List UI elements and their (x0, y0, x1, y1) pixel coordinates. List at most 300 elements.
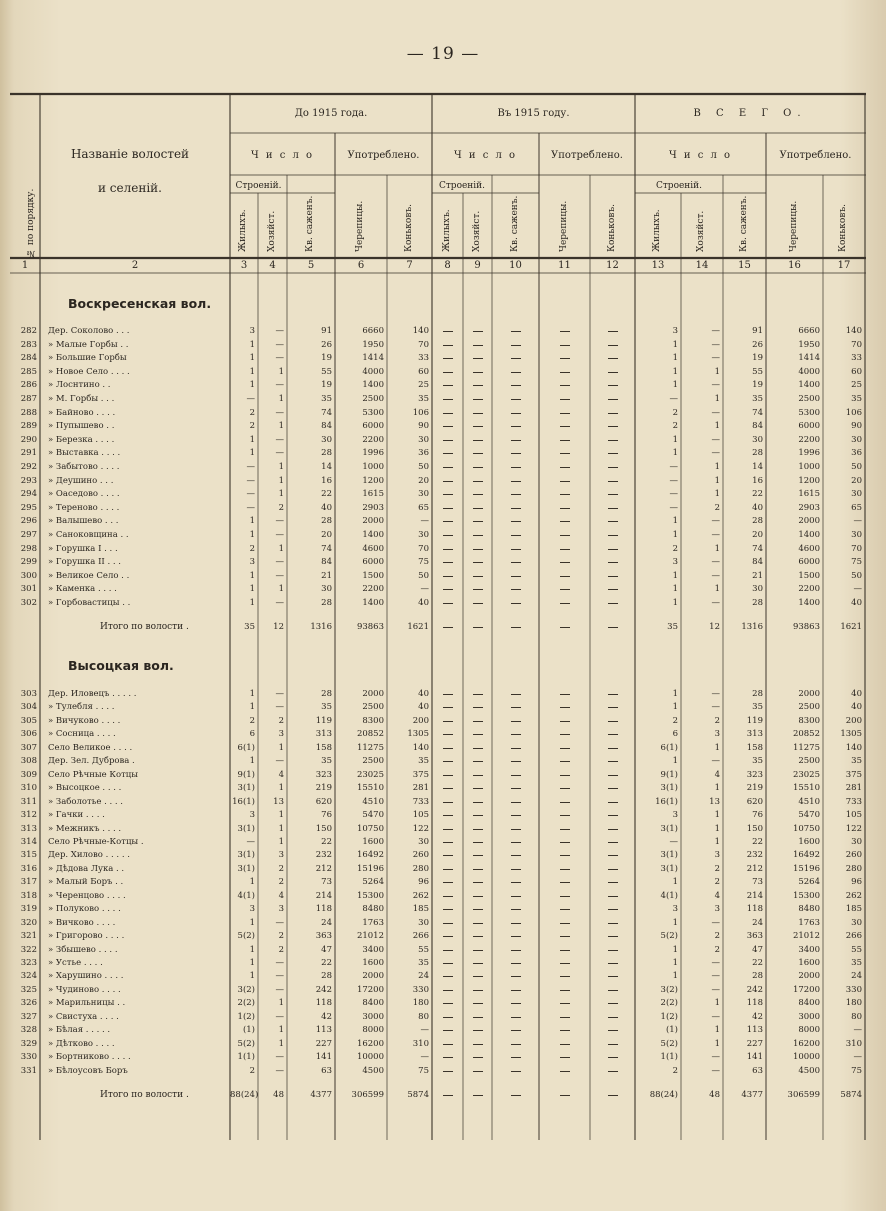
row-number: 283 (20, 339, 37, 350)
cell-before-1915: 4500 (362, 1065, 384, 1076)
cell-total: — (711, 557, 720, 568)
cell-total: 1763 (798, 917, 820, 928)
cell-total: 227 (746, 1038, 763, 1049)
cell-total: 1414 (798, 353, 820, 364)
column-number: 16 (788, 260, 801, 271)
cell-total: 1400 (798, 530, 820, 540)
cell-before-1915: 242 (315, 984, 332, 995)
cell-before-1915: 4000 (362, 366, 384, 377)
cell-total: 3(1) (660, 783, 678, 794)
cell-before-1915: 2 (249, 1065, 255, 1076)
header-konkov-2: Коньковъ. (606, 204, 617, 252)
cell-total: 262 (845, 890, 862, 901)
cell-total: 2(2) (660, 998, 678, 1009)
cell-total: 1 (714, 1025, 720, 1036)
cell-before-1915: 1 (278, 543, 284, 554)
header-hozyaist-3: Хозяйст. (696, 210, 706, 252)
cell-total: 113 (746, 1025, 763, 1036)
column-number: 6 (357, 260, 365, 271)
cell-1915-empty (511, 909, 521, 910)
cell-total: — (711, 434, 720, 445)
cell-1915-empty (608, 372, 618, 373)
cell-total: 1 (672, 689, 678, 699)
column-number: 12 (606, 260, 619, 271)
cell-total: 2 (672, 543, 678, 554)
cell-1915-empty (560, 936, 570, 937)
cell-1915-empty (608, 1057, 618, 1058)
cell-1915-empty (511, 802, 521, 803)
header-zhilyh-1: Жилыхъ. (238, 209, 248, 252)
cell-total: — (711, 984, 720, 995)
cell-before-1915: — (275, 689, 284, 699)
cell-total: 48 (709, 1090, 720, 1100)
cell-total: 2 (714, 863, 720, 874)
cell-total: 30 (752, 584, 763, 595)
cell-total: 280 (845, 863, 862, 874)
cell-total: 323 (746, 769, 763, 780)
cell-1915-empty (443, 976, 453, 977)
cell-before-1915: 22 (321, 836, 332, 847)
cell-1915-empty (511, 453, 521, 454)
cell-total: 24 (752, 917, 763, 928)
cell-total: 3(2) (660, 984, 678, 995)
cell-1915-empty (511, 358, 521, 359)
cell-total: 1 (672, 530, 678, 540)
cell-total: 15196 (792, 863, 820, 874)
header-stroeniy-3: Строеній. (655, 181, 703, 191)
cell-before-1915: 1 (249, 971, 255, 982)
cell-1915-empty (511, 1057, 521, 1058)
cell-1915-empty (608, 707, 618, 708)
cell-total: 1 (672, 353, 678, 364)
cell-total: — (711, 917, 720, 928)
cell-1915-empty (443, 788, 453, 789)
cell-total: 55 (851, 944, 862, 955)
cell-total: 1 (672, 339, 678, 350)
cell-before-1915: 35 (321, 756, 332, 767)
cell-1915-empty (560, 882, 570, 883)
cell-before-1915: 200 (412, 715, 429, 726)
cell-1915-empty (473, 1071, 483, 1072)
cell-before-1915: 106 (412, 407, 429, 418)
cell-before-1915: 70 (418, 543, 429, 554)
cell-1915-empty (473, 440, 483, 441)
cell-before-1915: 5(2) (237, 931, 255, 942)
cell-before-1915: 4 (278, 890, 284, 901)
row-name: » Малые Горбы . . (48, 339, 129, 350)
cell-total: 28 (752, 971, 763, 982)
cell-total: 30 (851, 530, 862, 540)
cell-1915-empty (560, 896, 570, 897)
cell-1915-empty (511, 372, 521, 373)
cell-1915-empty (443, 399, 453, 400)
cell-before-1915: 28 (321, 448, 332, 459)
cell-total: 200 (845, 715, 862, 726)
cell-before-1915: 20852 (356, 729, 384, 740)
cell-1915-empty (473, 1044, 483, 1045)
cell-before-1915: 1 (249, 516, 255, 527)
cell-before-1915: 232 (315, 850, 332, 861)
row-name: » Збышево . . . . (48, 944, 118, 955)
cell-total: 266 (845, 931, 862, 942)
cell-before-1915: 3 (278, 729, 284, 740)
cell-before-1915: 1(2) (237, 1011, 255, 1022)
cell-1915-empty (443, 1044, 453, 1045)
cell-before-1915: 20 (418, 475, 429, 486)
cell-1915-empty (443, 990, 453, 991)
cell-before-1915: 88(24) (230, 1090, 259, 1100)
cell-1915-empty (608, 358, 618, 359)
cell-1915-empty (608, 721, 618, 722)
cell-1915-empty (473, 1095, 483, 1096)
row-name: » Дѣдова Лука . . (48, 863, 125, 874)
row-name: » Григорово . . . . (48, 931, 125, 942)
cell-total: 733 (845, 796, 862, 807)
cell-before-1915: 2200 (362, 434, 384, 445)
cell-before-1915: 3(1) (237, 823, 255, 834)
cell-before-1915: 24 (418, 971, 429, 982)
header-upotrebleno-2: Употреблено. (551, 150, 623, 161)
cell-total: 4 (714, 769, 720, 780)
row-number: 324 (20, 971, 37, 982)
cell-1915-empty (560, 426, 570, 427)
cell-1915-empty (511, 923, 521, 924)
cell-total: — (711, 570, 720, 581)
cell-before-1915: 22 (321, 958, 332, 968)
cell-1915-empty (560, 869, 570, 870)
header-group-total: В С Е Г О. (693, 108, 807, 119)
cell-before-1915: 3(1) (237, 850, 255, 861)
cell-before-1915: 1 (278, 421, 284, 432)
row-number: 290 (20, 434, 37, 445)
cell-before-1915: — (246, 502, 255, 513)
cell-1915-empty (511, 990, 521, 991)
column-number: 2 (131, 260, 139, 271)
row-number: 321 (20, 931, 37, 942)
cell-total: 5(2) (660, 1038, 678, 1049)
cell-before-1915: 8400 (362, 998, 384, 1009)
cell-1915-empty (511, 521, 521, 522)
cell-1915-empty (473, 508, 483, 509)
cell-1915-empty (511, 1017, 521, 1018)
cell-total: 1 (672, 944, 678, 955)
cell-1915-empty (473, 990, 483, 991)
cell-1915-empty (443, 775, 453, 776)
row-name: » Валышево . . . (48, 516, 119, 527)
row-number: 294 (20, 489, 37, 500)
cell-1915-empty (608, 775, 618, 776)
cell-before-1915: — (275, 434, 284, 445)
cell-before-1915: 40 (418, 598, 429, 608)
cell-total: 40 (851, 598, 862, 608)
row-name: » Горушка II . . . (48, 557, 122, 568)
cell-1915-empty (473, 748, 483, 749)
cell-1915-empty (511, 721, 521, 722)
cell-before-1915: 118 (315, 904, 332, 915)
cell-total: 1621 (840, 622, 862, 632)
cell-1915-empty (473, 372, 483, 373)
row-number: 314 (20, 836, 37, 847)
cell-before-1915: 25 (418, 380, 429, 391)
row-number: 305 (20, 715, 37, 726)
header-cherepitsy-3: Черепицы. (788, 200, 799, 252)
cell-total: 30 (752, 434, 763, 445)
cell-1915-empty (511, 815, 521, 816)
cell-before-1915: 2 (249, 421, 255, 432)
header-zhilyh-2: Жилыхъ. (441, 209, 452, 252)
row-number: 325 (20, 984, 37, 995)
cell-1915-empty (443, 440, 453, 441)
cell-total: 185 (845, 904, 862, 915)
header-chislo-2: Ч и с л о (453, 150, 518, 161)
cell-total: — (711, 516, 720, 527)
row-name: » Каменка . . . . (48, 584, 117, 595)
cell-total: 1200 (798, 475, 820, 486)
cell-before-1915: 70 (418, 339, 429, 350)
header-kv_sazhen-2: Кв. саженъ. (509, 195, 520, 252)
row-name: » Забытово . . . . (48, 462, 120, 472)
cell-total: 74 (752, 407, 763, 418)
cell-before-1915: 1 (278, 462, 284, 472)
cell-before-1915: — (275, 958, 284, 968)
cell-1915-empty (511, 694, 521, 695)
cell-total: 1 (672, 380, 678, 391)
cell-before-1915: 63 (321, 1065, 332, 1076)
cell-total: 375 (845, 769, 862, 780)
cell-total: 1500 (798, 570, 820, 581)
cell-1915-empty (511, 589, 521, 590)
cell-total: 219 (746, 783, 763, 794)
cell-before-1915: 140 (412, 326, 429, 336)
row-number: 286 (20, 380, 37, 391)
cell-before-1915: — (275, 448, 284, 459)
cell-total: 70 (851, 543, 862, 554)
cell-before-1915: 4(1) (237, 890, 255, 901)
cell-total: 140 (845, 326, 862, 336)
cell-total: 5300 (798, 407, 820, 418)
cell-1915-empty (473, 721, 483, 722)
cell-total: 1 (672, 366, 678, 377)
cell-before-1915: — (275, 1065, 284, 1076)
cell-before-1915: — (275, 380, 284, 391)
cell-total: 620 (746, 796, 763, 807)
cell-1915-empty (560, 562, 570, 563)
cell-total: 20 (851, 475, 862, 486)
cell-1915-empty (608, 603, 618, 604)
cell-1915-empty (511, 508, 521, 509)
column-number: 3 (240, 260, 248, 271)
cell-1915-empty (560, 508, 570, 509)
row-name: Дер. Иловецъ . . . . . (48, 689, 137, 699)
cell-total: 21 (752, 570, 763, 581)
cell-1915-empty (511, 603, 521, 604)
cell-1915-empty (443, 1017, 453, 1018)
cell-total: 25 (851, 380, 862, 391)
cell-before-1915: 60 (418, 366, 429, 377)
cell-total: 40 (851, 702, 862, 713)
cell-total: 5470 (798, 810, 820, 821)
cell-before-1915: 91 (321, 326, 332, 336)
cell-before-1915: 30 (418, 489, 429, 500)
cell-1915-empty (511, 829, 521, 830)
row-name: » Харушино . . . . (48, 971, 124, 982)
cell-total: 14 (752, 462, 763, 472)
cell-1915-empty (443, 481, 453, 482)
cell-total: 40 (752, 502, 763, 513)
cell-before-1915: 47 (321, 944, 332, 955)
row-number: 285 (20, 366, 37, 377)
cell-total: 30 (851, 836, 862, 847)
cell-before-1915: 2 (249, 543, 255, 554)
cell-total: 35 (752, 756, 763, 767)
cell-1915-empty (443, 1030, 453, 1031)
cell-total: 93863 (792, 622, 820, 632)
cell-1915-empty (473, 399, 483, 400)
row-number: 331 (20, 1065, 37, 1076)
cell-total: 1 (714, 783, 720, 794)
cell-before-1915: 1 (249, 958, 255, 968)
cell-before-1915: 1 (249, 570, 255, 581)
cell-1915-empty (511, 562, 521, 563)
cell-before-1915: 1600 (362, 958, 384, 968)
row-number: 329 (20, 1038, 37, 1049)
cell-before-1915: 3 (249, 810, 255, 821)
cell-total: 1 (672, 584, 678, 595)
row-number: 282 (20, 326, 37, 336)
cell-before-1915: — (246, 475, 255, 486)
cell-before-1915: — (275, 984, 284, 995)
cell-total: 141 (746, 1052, 763, 1063)
cell-before-1915: 5874 (407, 1090, 429, 1100)
cell-total: 6000 (798, 421, 820, 432)
cell-before-1915: 6(1) (237, 742, 255, 753)
cell-total: 2500 (798, 702, 820, 713)
column-number: 9 (474, 260, 481, 271)
cell-total: 1 (672, 448, 678, 459)
cell-1915-empty (443, 413, 453, 414)
cell-before-1915: 22 (321, 489, 332, 500)
cell-total: 16200 (792, 1038, 820, 1049)
cell-before-1915: 30 (418, 530, 429, 540)
cell-before-1915: 3400 (362, 944, 384, 955)
cell-1915-empty (560, 990, 570, 991)
row-number: 322 (20, 944, 37, 955)
header-konkov-3: Коньковъ. (838, 204, 848, 252)
cell-before-1915: — (420, 1052, 429, 1063)
cell-before-1915: 1400 (362, 380, 384, 391)
cell-1915-empty (608, 936, 618, 937)
cell-before-1915: 16(1) (232, 796, 255, 807)
cell-1915-empty (560, 535, 570, 536)
cell-total: — (669, 475, 678, 486)
cell-before-1915: — (275, 516, 284, 527)
cell-before-1915: 1950 (362, 339, 384, 350)
cell-total: — (669, 489, 678, 500)
row-name: » Высоцкое . . . . (48, 783, 122, 794)
cell-before-1915: 3 (278, 850, 284, 861)
row-number: 302 (20, 598, 37, 608)
cell-1915-empty (443, 467, 453, 468)
cell-1915-empty (608, 761, 618, 762)
row-name: » Тулебля . . . . (48, 702, 115, 713)
cell-1915-empty (560, 358, 570, 359)
cell-1915-empty (560, 331, 570, 332)
cell-1915-empty (443, 589, 453, 590)
cell-total: 1 (714, 421, 720, 432)
cell-total: 22 (752, 489, 763, 500)
cell-before-1915: 1 (278, 475, 284, 486)
cell-1915-empty (608, 869, 618, 870)
cell-1915-empty (473, 788, 483, 789)
cell-before-1915: 141 (315, 1052, 332, 1063)
page-number: — 19 — (406, 44, 480, 64)
cell-total: 60 (851, 366, 862, 377)
cell-before-1915: 40 (418, 689, 429, 699)
cell-total: 75 (851, 557, 862, 568)
cell-before-1915: 26 (321, 339, 332, 350)
cell-before-1915: — (275, 598, 284, 608)
cell-1915-empty (608, 802, 618, 803)
cell-1915-empty (511, 788, 521, 789)
cell-total: 1 (672, 958, 678, 968)
cell-1915-empty (608, 882, 618, 883)
row-name: » Байново . . . . (48, 407, 116, 418)
cell-total: 1600 (798, 958, 820, 968)
cell-total: 2 (714, 715, 720, 726)
row-name: » М. Горбы . . . (48, 394, 115, 404)
cell-1915-empty (608, 508, 618, 509)
cell-before-1915: 35 (418, 394, 429, 404)
cell-total: 281 (845, 783, 862, 794)
cell-total: 3400 (798, 944, 820, 955)
cell-before-1915: — (275, 702, 284, 713)
cell-1915-empty (560, 345, 570, 346)
cell-before-1915: 1 (249, 434, 255, 445)
cell-total: 10000 (792, 1052, 820, 1063)
cell-1915-empty (608, 345, 618, 346)
row-name: Дер. Зел. Дуброва . (48, 756, 135, 767)
cell-before-1915: — (275, 1011, 284, 1022)
cell-before-1915: 219 (315, 783, 332, 794)
cell-1915-empty (511, 1030, 521, 1031)
cell-before-1915: 310 (412, 1038, 429, 1049)
cell-before-1915: 1 (278, 489, 284, 500)
cell-total: 65 (851, 502, 862, 513)
cell-before-1915: 122 (412, 823, 429, 834)
cell-1915-empty (608, 694, 618, 695)
cell-1915-empty (608, 1003, 618, 1004)
cell-total: 242 (746, 984, 763, 995)
cell-total: 20 (752, 530, 763, 540)
cell-1915-empty (608, 976, 618, 977)
cell-1915-empty (608, 963, 618, 964)
cell-before-1915: 1500 (362, 570, 384, 581)
cell-before-1915: — (275, 407, 284, 418)
cell-1915-empty (511, 734, 521, 735)
column-number: 13 (651, 260, 665, 271)
cell-1915-empty (443, 372, 453, 373)
cell-1915-empty (443, 521, 453, 522)
row-number: 301 (20, 584, 37, 595)
row-name: » Устье . . . . (48, 958, 103, 968)
cell-1915-empty (443, 882, 453, 883)
cell-total: 3 (714, 729, 720, 740)
cell-total: 28 (752, 516, 763, 527)
cell-total: — (711, 702, 720, 713)
cell-1915-empty (608, 385, 618, 386)
cell-total: 1 (714, 394, 720, 404)
cell-total: 4510 (798, 796, 820, 807)
